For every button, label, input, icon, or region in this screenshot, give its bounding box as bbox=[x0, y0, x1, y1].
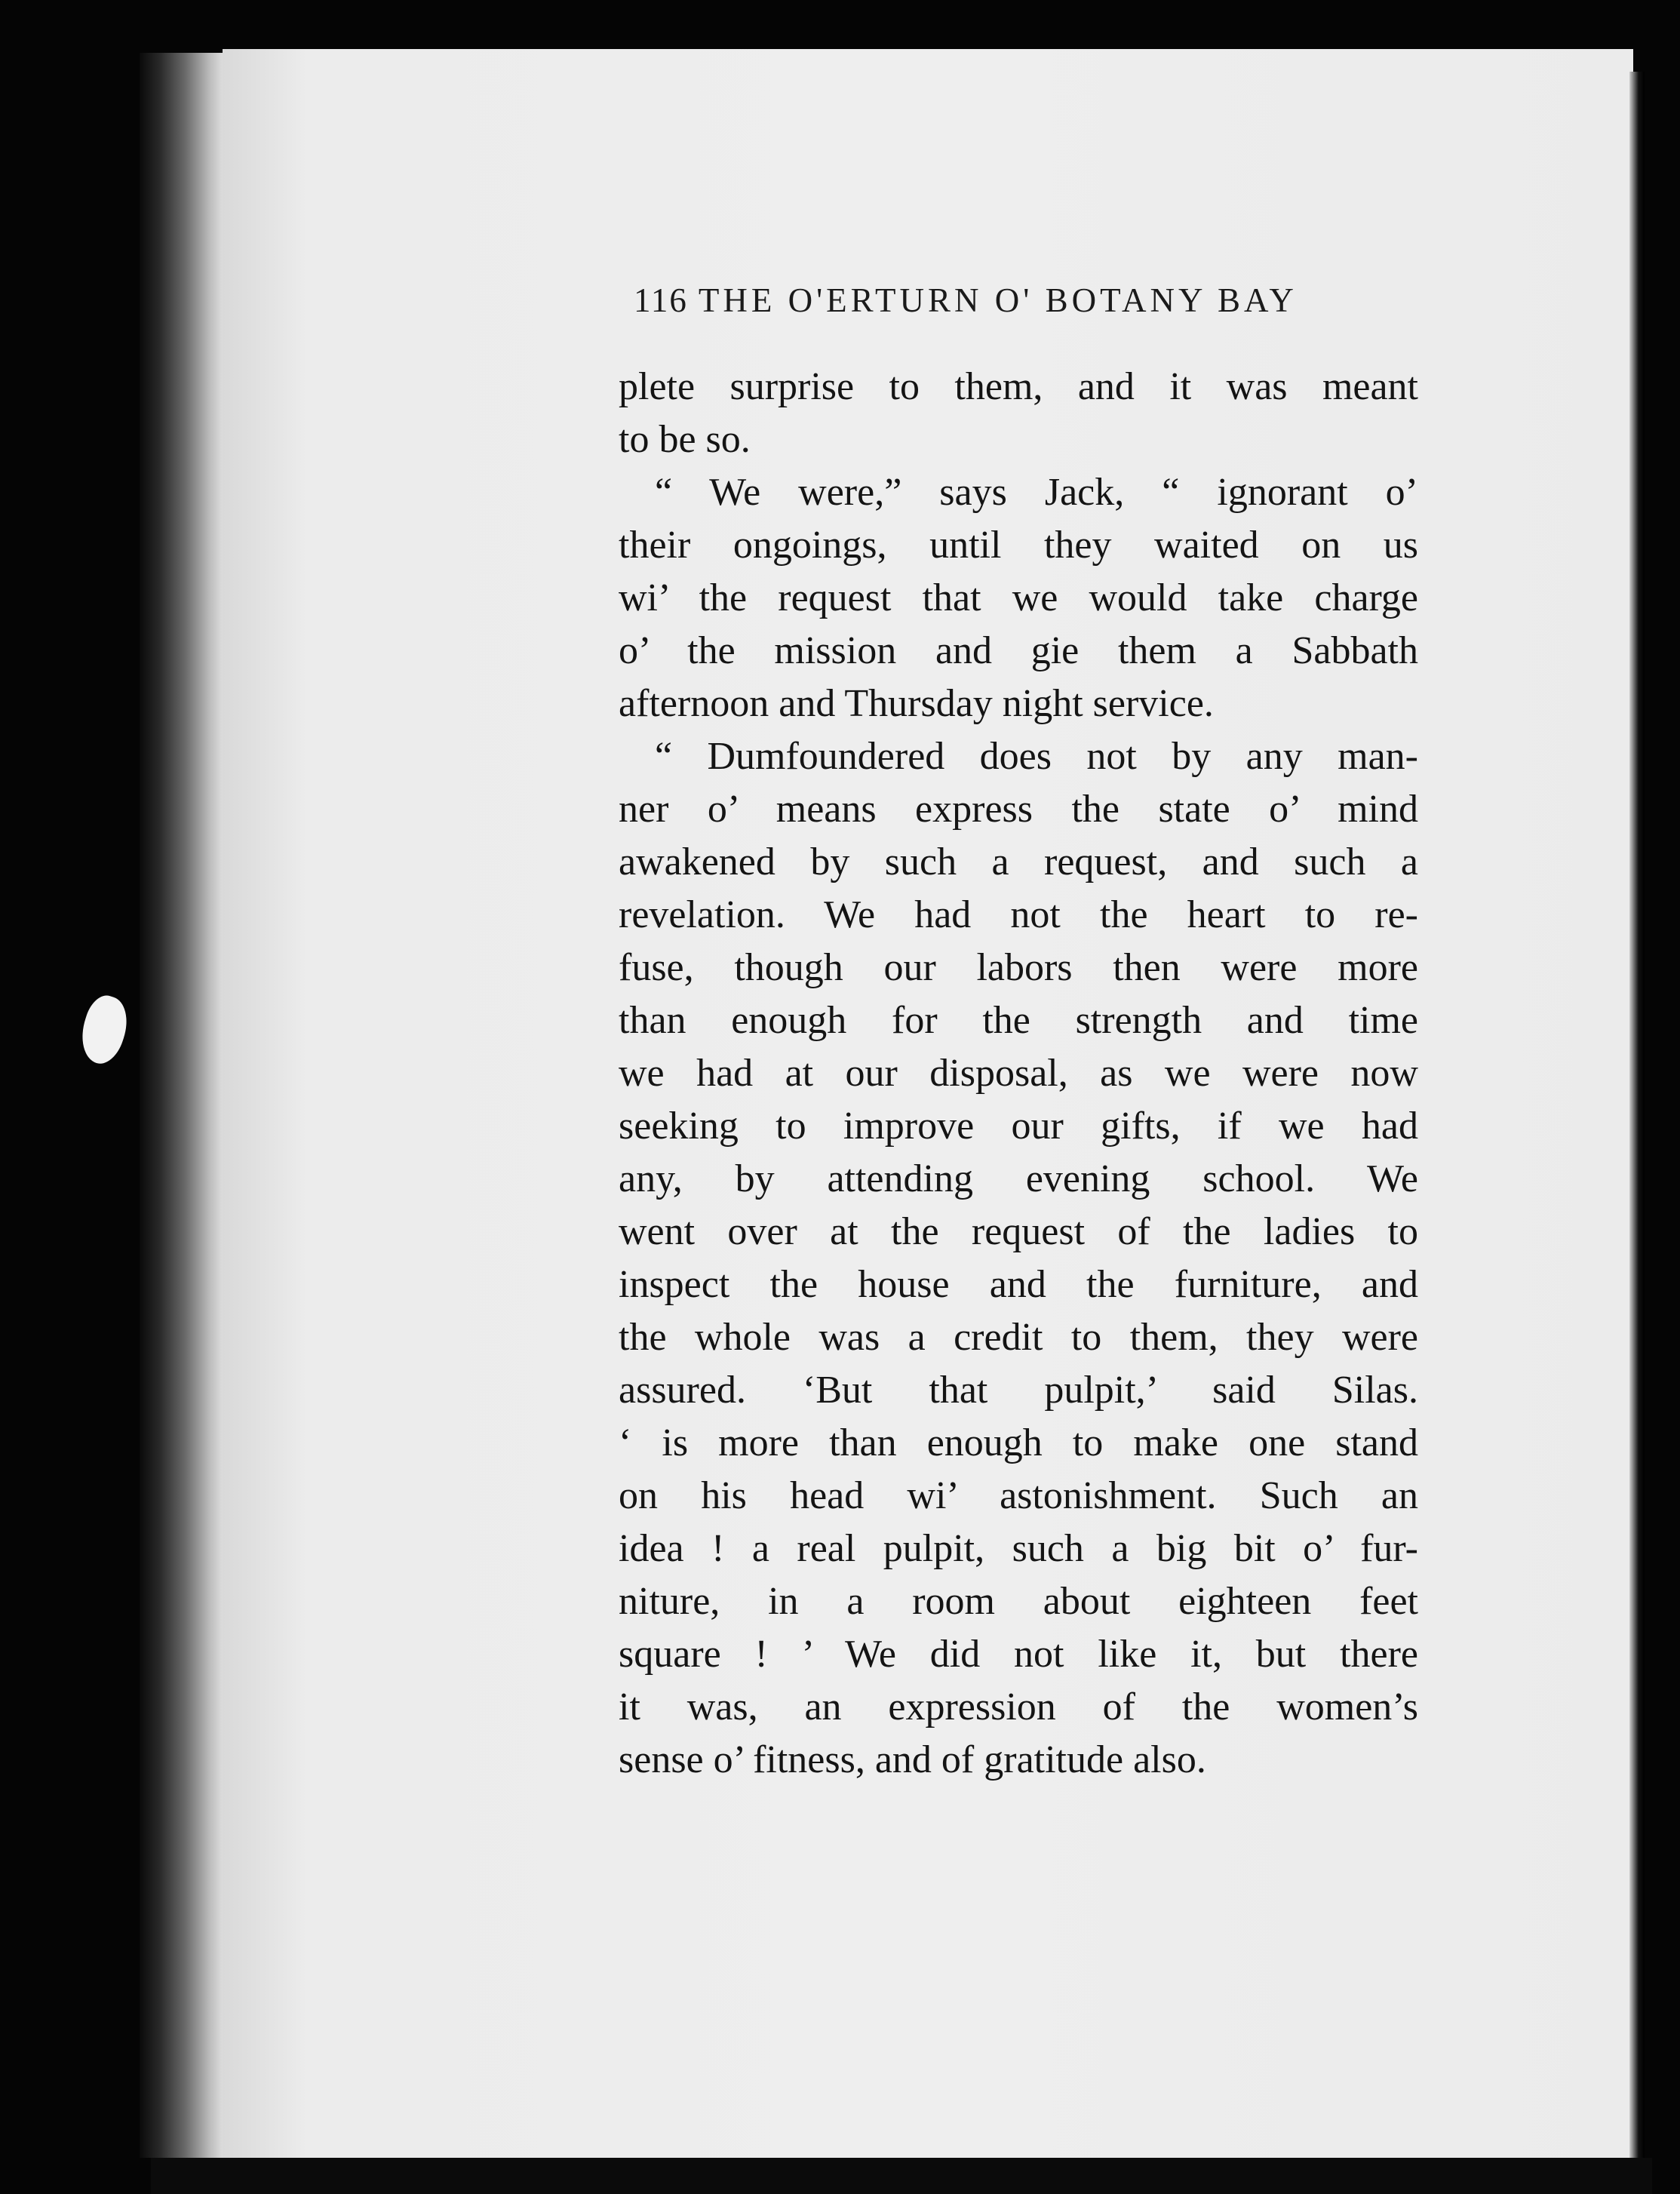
text-line: ner o’ means express the state o’ mind bbox=[619, 788, 1418, 831]
text-line: than enough for the strength and time bbox=[619, 999, 1418, 1042]
text-line: we had at our disposal, as we were now bbox=[619, 1052, 1418, 1095]
text-line: niture, in a room about eighteen feet bbox=[619, 1580, 1418, 1623]
text-line: went over at the request of the ladies to bbox=[619, 1210, 1418, 1253]
text-line: plete surprise to them, and it was meant bbox=[619, 365, 1418, 408]
text-line: it was, an expression of the women’s bbox=[619, 1685, 1418, 1728]
text-line: “ Dumfoundered does not by any man- bbox=[655, 735, 1418, 778]
page-right-edge bbox=[1629, 72, 1645, 2162]
text-line: awakened by such a request, and such a bbox=[619, 840, 1418, 883]
text-line: assured. ‘But that pulpit,’ said Silas. bbox=[619, 1369, 1418, 1412]
book-gutter bbox=[140, 53, 223, 2158]
text-line: revelation. We had not the heart to re- bbox=[619, 893, 1418, 936]
text-line: seeking to improve our gifts, if we had bbox=[619, 1105, 1418, 1148]
text-line: idea ! a real pulpit, such a big bit o’ fur- bbox=[619, 1527, 1418, 1570]
text-line: afternoon and Thursday night service. bbox=[619, 682, 1214, 725]
text-line: the whole was a credit to them, they were bbox=[619, 1316, 1418, 1359]
text-line: ‘ is more than enough to make one stand bbox=[619, 1421, 1418, 1464]
text-line: sense o’ fitness, and of gratitude also. bbox=[619, 1738, 1206, 1781]
page-number: 116 bbox=[634, 281, 688, 319]
page-bottom-edge bbox=[151, 2158, 1652, 2194]
text-line: square ! ’ We did not like it, but there bbox=[619, 1633, 1418, 1676]
running-head bbox=[634, 281, 1365, 320]
text-line: any, by attending evening school. We bbox=[619, 1157, 1418, 1200]
text-line: “ We were,” says Jack, “ ignorant o’ bbox=[655, 471, 1418, 514]
text-line: o’ the mission and gie them a Sabbath bbox=[619, 629, 1418, 672]
text-line: to be so. bbox=[619, 418, 751, 461]
body-text bbox=[619, 361, 1418, 1787]
text-line: wi’ the request that we would take charge bbox=[619, 576, 1418, 619]
text-line: inspect the house and the furniture, and bbox=[619, 1263, 1418, 1306]
running-head-title: THE O'ERTURN O' BOTANY BAY bbox=[698, 281, 1298, 319]
text-line: their ongoings, until they waited on us bbox=[619, 524, 1418, 567]
text-line: on his head wi’ astonishment. Such an bbox=[619, 1474, 1418, 1517]
text-line: fuse, though our labors then were more bbox=[619, 946, 1418, 989]
